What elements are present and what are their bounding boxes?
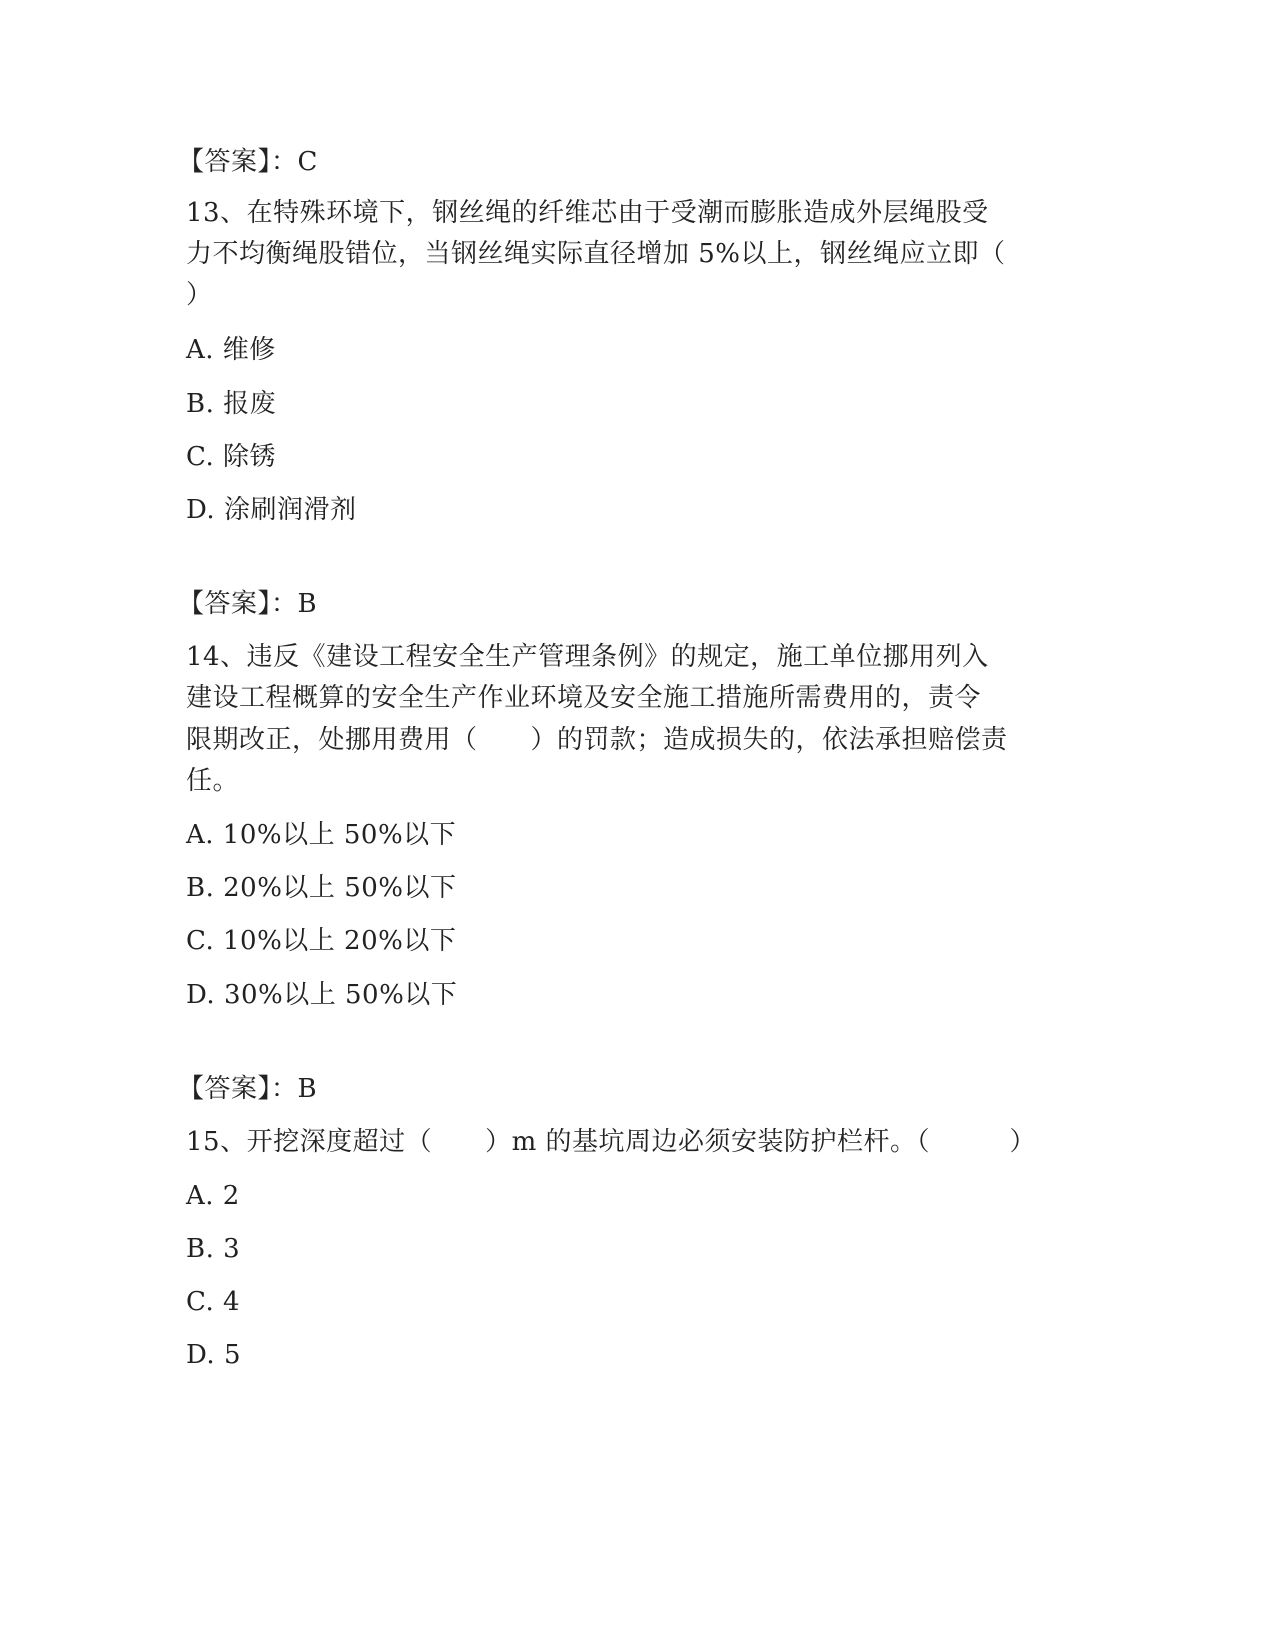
answer-label: 【答案】：B xyxy=(178,1074,318,1104)
question-13-line-3: ） xyxy=(186,280,213,310)
question-14-line-3: 限期改正，处挪用费用（ ）的罚款；造成损失的，依法承担赔偿责 xyxy=(186,725,1008,755)
option-d: D. 30%以上 50%以下 xyxy=(186,980,458,1010)
answer-label: 【答案】：B xyxy=(178,589,318,619)
option-c: C. 10%以上 20%以下 xyxy=(186,926,457,956)
option-c: C. 4 xyxy=(186,1287,241,1317)
question-14-line-4: 任。 xyxy=(186,766,240,796)
question-13-line-1: 13、在特殊环境下，钢丝绳的纤维芯由于受潮而膨胀造成外层绳股受 xyxy=(186,198,989,228)
option-b: B. 3 xyxy=(186,1234,241,1264)
option-a: A. 2 xyxy=(186,1181,240,1211)
option-d: D. 5 xyxy=(186,1340,241,1370)
option-b: B. 报废 xyxy=(186,389,277,419)
answer-label: 【答案】：C xyxy=(178,147,318,177)
option-d: D. 涂刷润滑剂 xyxy=(186,495,357,525)
question-14-line-2: 建设工程概算的安全生产作业环境及安全施工措施所需费用的，责令 xyxy=(186,683,982,713)
option-a: A. 10%以上 50%以下 xyxy=(186,820,457,850)
question-13-line-2: 力不均衡绳股错位，当钢丝绳实际直径增加 5%以上，钢丝绳应立即（ xyxy=(186,239,1006,269)
option-c: C. 除锈 xyxy=(186,442,276,472)
question-14-line-1: 14、违反《建设工程安全生产管理条例》的规定，施工单位挪用列入 xyxy=(186,642,989,672)
option-b: B. 20%以上 50%以下 xyxy=(186,873,457,903)
question-15-line-1: 15、开挖深度超过（ ）m 的基坑周边必须安装防护栏杆。（ ） xyxy=(186,1127,1037,1157)
option-a: A. 维修 xyxy=(186,335,276,365)
